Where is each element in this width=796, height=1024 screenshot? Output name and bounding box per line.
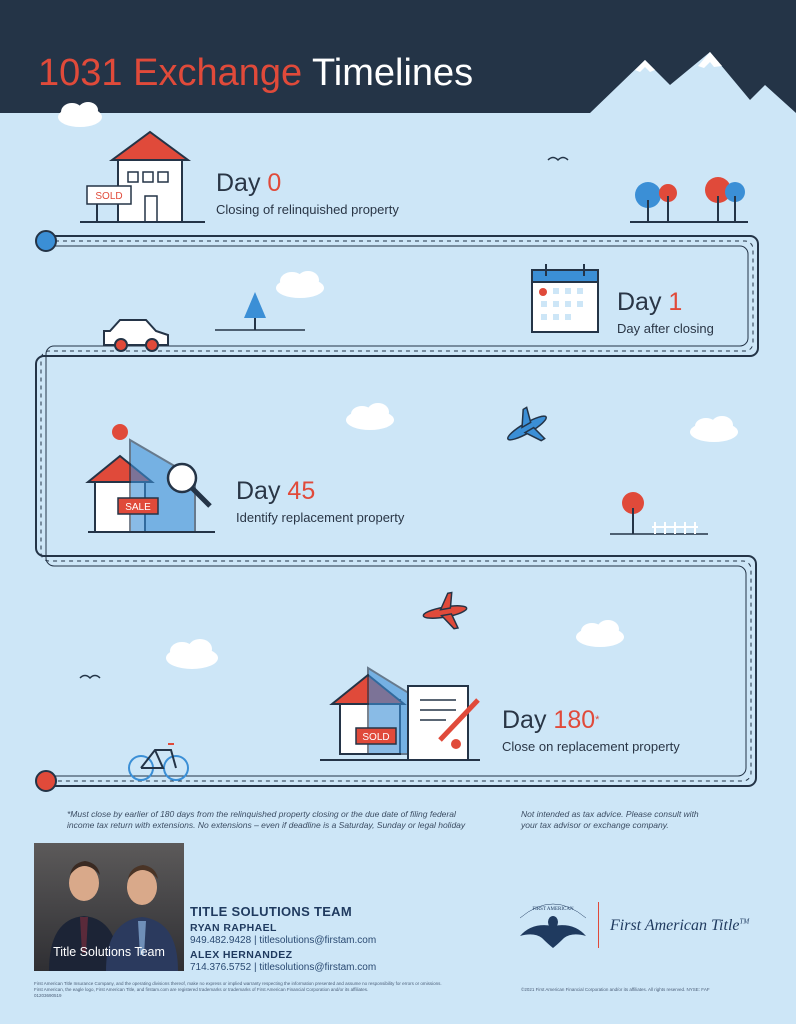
day-description: Identify replacement property xyxy=(236,510,405,525)
day-number: 1 xyxy=(668,288,683,316)
day-suffix: * xyxy=(595,714,600,726)
brand-name[interactable] xyxy=(610,917,749,935)
copyright: ©2021 First American Financial Corporation and/or its affiliates. All rights reserved. NYSE: FAF xyxy=(521,987,710,992)
tree-fence-icon xyxy=(610,492,708,534)
member-contact[interactable]: 714.376.5752 | titlesolutions@firstam.com xyxy=(190,962,377,973)
team-title: TITLE SOLUTIONS TEAM xyxy=(190,904,352,919)
tree-icon xyxy=(630,177,748,222)
day-description: Day after closing xyxy=(617,321,714,336)
footnote-line: *Must close by earlier of 180 days from the relinquished property closing or the due date of filing federal xyxy=(67,809,456,819)
day-description: Closing of relinquished property xyxy=(216,202,399,217)
day-prefix: Day xyxy=(216,169,261,197)
house-icon xyxy=(80,132,205,222)
timeline-step-day-0 xyxy=(216,168,399,217)
bicycle-icon xyxy=(129,744,188,780)
eagle-seal-icon xyxy=(510,896,596,956)
trademark: TM xyxy=(739,917,750,926)
legal-line: 01203690519 xyxy=(34,993,62,998)
calendar-icon xyxy=(532,264,598,332)
team-photo xyxy=(34,843,184,971)
team-photo-caption: Title Solutions Team xyxy=(53,945,165,959)
sold-sign-text-bottom: SOLD xyxy=(362,732,390,743)
seal-text: FIRST AMERICAN xyxy=(532,907,574,912)
timeline-step-day-1 xyxy=(617,287,714,336)
title-accent: 1031 Exchange xyxy=(38,52,303,94)
timeline-step-day-45 xyxy=(236,476,404,525)
closing-documents-icon xyxy=(320,668,480,760)
day-number: 180 xyxy=(553,706,596,734)
legal-line: First American Title Insurance Company, and the operating divisions thereof, make no express or implied warranty respecting the information presented and assume no responsibility for errors or omissions. xyxy=(34,981,442,986)
day-prefix: Day xyxy=(502,706,547,734)
house-search-icon xyxy=(88,424,215,532)
logo-divider xyxy=(598,902,599,948)
day-prefix: Day xyxy=(617,288,662,316)
member-name: RYAN RAPHAEL xyxy=(190,922,277,934)
legal-disclaimer xyxy=(34,981,504,999)
team-contact-block xyxy=(190,904,376,973)
pine-tree-icon xyxy=(215,292,305,330)
title-rest: Timelines xyxy=(311,52,474,94)
day-prefix: Day xyxy=(236,477,281,505)
legal-line: First American, the eagle logo, First American Title, and firstam.com are registered trademarks or trademarks of First American Financial Corporation and/or its affiliates. xyxy=(34,987,369,992)
airplane-icon xyxy=(499,401,555,454)
day-number: 45 xyxy=(287,477,316,505)
airplane-icon xyxy=(420,590,470,633)
sale-sign-text: SALE xyxy=(125,502,151,513)
deadline-footnote xyxy=(67,809,497,831)
day-number: 0 xyxy=(267,169,282,197)
member-name: ALEX HERNANDEZ xyxy=(190,949,293,961)
brand-name-text: First American Title xyxy=(610,917,740,934)
footnote-line: income tax return with extensions. No extensions – even if deadline is a Saturday, Sunday or legal holiday xyxy=(67,820,466,830)
sold-sign-text: SOLD xyxy=(95,191,123,202)
tax-advice-disclaimer xyxy=(521,809,751,831)
footnote-line: your tax advisor or exchange company. xyxy=(521,820,669,830)
footnote-line: Not intended as tax advice. Please consult with xyxy=(521,809,699,819)
day-description: Close on replacement property xyxy=(502,739,680,754)
member-contact[interactable]: 949.482.9428 | titlesolutions@firstam.com xyxy=(190,935,377,946)
timeline-step-day-180 xyxy=(502,705,680,754)
